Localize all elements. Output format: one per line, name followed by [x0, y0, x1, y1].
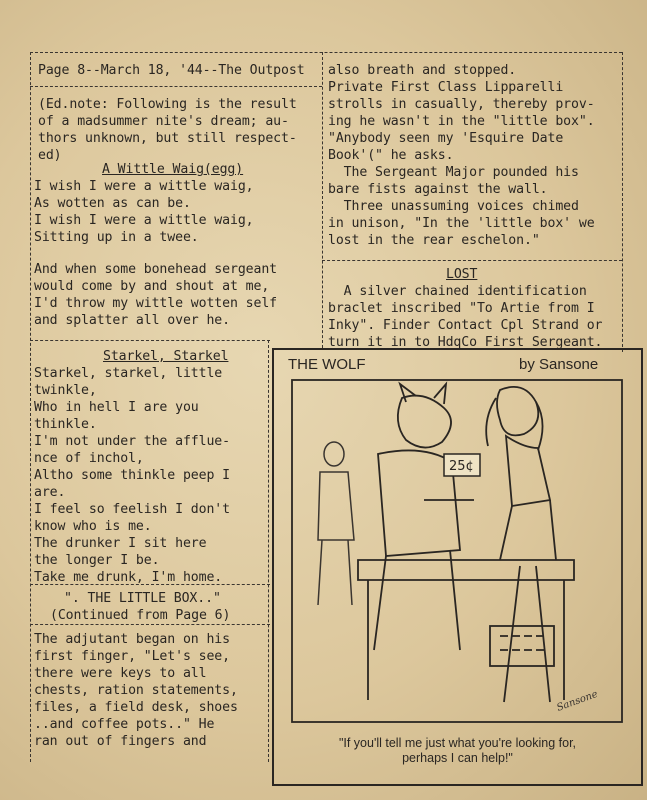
article-continued-note: (Continued from Page 6) — [50, 608, 231, 623]
poem-line: I'd throw my wittle wotten self — [34, 296, 278, 311]
poem-line: thinkle. — [34, 417, 97, 432]
wolf-figure — [374, 384, 474, 650]
poem-line: Starkel, starkel, little — [34, 366, 223, 381]
article-line: there were keys to all — [34, 666, 207, 681]
article-line: files, a field desk, shoes — [34, 700, 238, 715]
article-line: ..and coffee pots.." He — [34, 717, 215, 732]
poem-line: The drunker I sit here — [34, 536, 207, 551]
header-rule — [30, 86, 322, 87]
story-line: bare fists against the wall. — [328, 182, 548, 197]
poem-line: nce of inchol, — [34, 451, 144, 466]
poem-line: As wotten as can be. — [34, 196, 191, 211]
poem-line: Who in hell I are you — [34, 400, 199, 415]
poem-line: twinkle, — [34, 383, 97, 398]
price-sign-text: 25¢ — [449, 459, 474, 474]
article-line: first finger, "Let's see, — [34, 649, 230, 664]
ed-note-line: thors unknown, but still respect- — [38, 131, 297, 146]
poem-line: the longer I be. — [34, 553, 160, 568]
ed-note-line: ed) — [38, 148, 62, 163]
poem-line: I'm not under the afflue- — [34, 434, 230, 449]
poem-line: Altho some thinkle peep I — [34, 468, 230, 483]
poem-line: And when some bonehead sergeant — [34, 262, 278, 277]
left-column-right-rule — [268, 340, 269, 762]
poem-line: are. — [34, 485, 66, 500]
clerk-figure — [318, 442, 354, 605]
box-sub-rule — [30, 624, 270, 625]
poem-line: I wish I were a wittle waig, — [34, 213, 254, 228]
story-line: The Sergeant Major pounded his — [328, 165, 579, 180]
cartoon-panel — [272, 348, 643, 786]
article-line: ran out of fingers and — [34, 734, 207, 749]
story-line: Three unassuming voices chimed — [328, 199, 579, 214]
story-line: strolls in casually, thereby prov- — [328, 97, 595, 112]
column-divider-rule — [322, 52, 323, 348]
poem-line: and splatter all over he. — [34, 313, 230, 328]
story-line: also breath and stopped. — [328, 63, 517, 78]
article-line: The adjutant began on his — [34, 632, 230, 647]
ed-note-line: (Ed.note: Following is the result — [38, 97, 297, 112]
story-line: "Anybody seen my 'Esquire Date — [328, 131, 564, 146]
story-line: Book'(" he asks. — [328, 148, 454, 163]
cartoon-byline: by Sansone — [519, 356, 599, 373]
story-line: Private First Class Lipparelli — [328, 80, 564, 95]
story-lost-rule — [322, 260, 622, 261]
lost-notice-line: Inky". Finder Contact Cpl Strand or — [328, 318, 603, 333]
article-title: ". THE LITTLE BOX.." — [64, 591, 221, 606]
poem-line: would come by and shout at me, — [34, 279, 270, 294]
poem-line: know who is me. — [34, 519, 152, 534]
story-line: in unison, "In the 'little box' we — [328, 216, 595, 231]
counter — [358, 560, 574, 700]
poem-divider-rule — [30, 340, 270, 341]
poem-line: Sitting up in a twee. — [34, 230, 199, 245]
lost-notice-line: turn it in to HdqCo First Sergeant. — [328, 335, 603, 350]
cartoon-caption-line: "If you'll tell me just what you're looking for, — [338, 736, 577, 750]
ed-note-line: of a madsummer nite's dream; au- — [38, 114, 289, 129]
top-rule — [30, 52, 622, 53]
artist-signature: Sansone — [555, 688, 600, 714]
cartoon-title: THE WOLF — [288, 356, 366, 373]
cartoon-caption-line: perhaps I can help!" — [402, 751, 513, 765]
lost-notice-line: braclet inscribed "To Artie from I — [328, 301, 595, 316]
poem-title: A Wittle Waig(egg) — [102, 162, 244, 177]
right-border-rule — [622, 52, 623, 352]
cartoon-illustration — [274, 350, 641, 784]
story-line: lost in the rear eschelon." — [328, 233, 540, 248]
poem-line: I wish I were a wittle waig, — [34, 179, 254, 194]
poem-line: I feel so feelish I don't — [34, 502, 230, 517]
lost-notice-title: LOST — [446, 267, 478, 282]
poem-title: Starkel, Starkel — [103, 349, 229, 364]
article-line: chests, ration statements, — [34, 683, 238, 698]
left-border-rule — [30, 52, 31, 762]
story-line: ing he wasn't in the "little box". — [328, 114, 595, 129]
saleswoman-figure — [486, 387, 556, 702]
poem-line: Take me drunk, I'm home. — [34, 570, 223, 585]
lost-notice-line: A silver chained identification — [328, 284, 587, 299]
page-header: Page 8--March 18, '44--The Outpost — [38, 63, 305, 78]
